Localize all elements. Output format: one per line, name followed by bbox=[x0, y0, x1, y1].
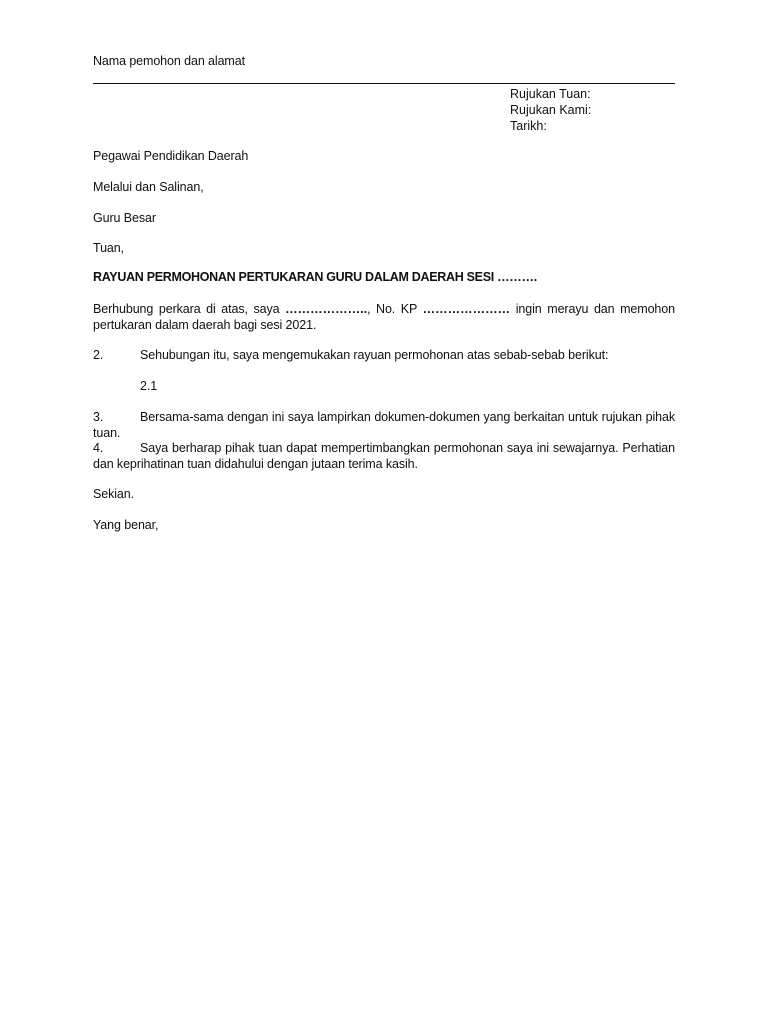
reference-block bbox=[510, 86, 591, 134]
paragraph-2-number: 2. bbox=[93, 348, 104, 362]
sub-item-2-1: 2.1 bbox=[140, 379, 158, 393]
paragraph-2 bbox=[93, 347, 675, 363]
name-placeholder-dots: ……………….. bbox=[285, 302, 368, 316]
paragraph-1-part-1: Berhubung perkara di atas, saya bbox=[93, 302, 286, 316]
paragraph-4-text: Saya berharap pihak tuan dapat mempertimbangkan permohonan saya ini sewajarnya. Perhatian dan keprihatinan tuan didahului dengan jutaan terima kasih. bbox=[93, 441, 675, 471]
paragraph-1-part-3: ingin merayu dan memohon pertukaran dalam daerah bagi sesi 2021. bbox=[93, 302, 675, 332]
closing-yang-benar: Yang benar, bbox=[93, 518, 159, 532]
paragraph-1 bbox=[93, 301, 675, 333]
paragraph-4 bbox=[93, 440, 675, 472]
paragraph-2-text: Sehubungan itu, saya mengemukakan rayuan permohonan atas sebab-sebab berikut: bbox=[140, 348, 609, 362]
paragraph-4-number: 4. bbox=[93, 441, 104, 455]
salutation: Tuan, bbox=[93, 241, 125, 255]
applicant-name-address-label: Nama pemohon dan alamat bbox=[93, 54, 245, 68]
tarikh-label: Tarikh: bbox=[510, 119, 547, 133]
rujukan-tuan-label: Rujukan Tuan: bbox=[510, 87, 591, 101]
paragraph-1-part-2: , No. KP bbox=[367, 302, 423, 316]
closing-sekian: Sekian. bbox=[93, 487, 134, 501]
paragraph-3-number: 3. bbox=[93, 410, 104, 424]
recipient-line-2: Melalui dan Salinan, bbox=[93, 180, 204, 194]
rujukan-kami-label: Rujukan Kami: bbox=[510, 103, 592, 117]
kp-placeholder-dots: ………………… bbox=[422, 302, 511, 316]
letter-subject: RAYUAN PERMOHONAN PERTUKARAN GURU DALAM DAERAH SESI ………. bbox=[93, 270, 537, 284]
recipient-line-1: Pegawai Pendidikan Daerah bbox=[93, 149, 249, 163]
paragraph-3 bbox=[93, 409, 675, 441]
recipient-line-3: Guru Besar bbox=[93, 211, 156, 225]
paragraph-3-text: Bersama-sama dengan ini saya lampirkan dokumen-dokumen yang berkaitan untuk rujukan pihak tuan. bbox=[93, 410, 675, 440]
header-divider bbox=[93, 83, 675, 84]
